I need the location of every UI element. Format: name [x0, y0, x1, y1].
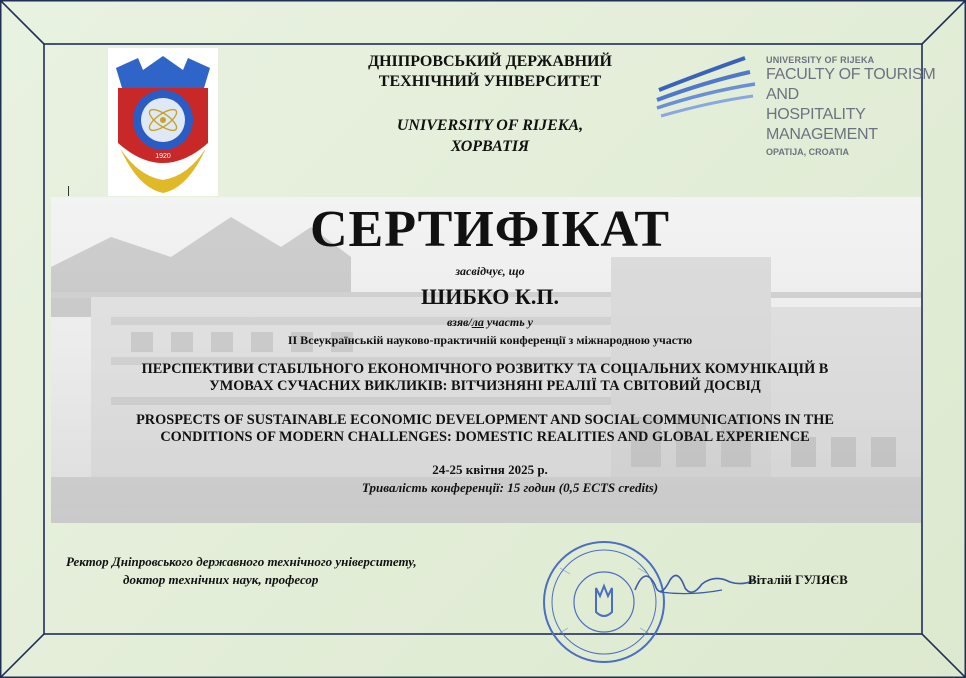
conference-duration: Тривалість конференції: 15 годин (0,5 ECTS credits) [361, 480, 659, 495]
partner-line2: ХОРВАТІЯ [450, 138, 530, 155]
dstu-emblem [108, 48, 218, 196]
certifies-text: засвідчує, що [455, 264, 525, 278]
partner-university [300, 115, 680, 157]
participation-pre: взяв/ [446, 315, 472, 329]
participation-underlined: ла [471, 315, 484, 329]
certificate-title: СЕРТИФІКАТ [309, 201, 671, 258]
rijeka-line1: UNIVERSITY OF RIJEKA [766, 55, 875, 65]
rector-title-line1: Ректор Дніпровського державного технічного університету, [66, 554, 417, 569]
participation-post: участь у [483, 315, 534, 329]
recipient-name: ШИБКО К.П. [421, 284, 559, 309]
rijeka-line4: OPATIJA, CROATIA [766, 147, 849, 157]
conference-description: II Всеукраїнській науково-практичній конференції з міжнародною участю [287, 333, 693, 347]
university-name-line1: ДНІПРОВСЬКИЙ ДЕРЖАВНИЙ [368, 53, 612, 70]
rijeka-line2: FACULTY OF TOURISM AND [766, 66, 936, 103]
participation-text [360, 315, 620, 330]
conference-dates: 24-25 квітня 2025 р. [432, 462, 548, 477]
rector-name: Віталій ГУЛЯЄВ [748, 572, 848, 587]
conference-title-ua-line2: УМОВАХ СУЧАСНИХ ВИКЛИКІВ: ВІТЧИЗНЯНІ РЕАЛІЇ ТА СВІТОВИЙ ДОСВІД [209, 378, 761, 394]
rector-signature [630, 560, 760, 610]
rijeka-line3: HOSPITALITY MANAGEMENT [766, 106, 878, 143]
emblem-year: 1920 [155, 153, 171, 160]
conference-title-en-line1: PROSPECTS OF SUSTAINABLE ECONOMIC DEVELOPMENT AND SOCIAL COMMUNICATIONS IN THE [136, 412, 834, 428]
partner-line1: UNIVERSITY OF RIJEKA, [396, 117, 584, 134]
rijeka-logo-text [766, 55, 966, 157]
conference-title-en-line2: CONDITIONS OF MODERN CHALLENGES: DOMESTIC REALITIES AND GLOBAL EXPERIENCE [160, 429, 810, 445]
university-name [300, 52, 680, 92]
conference-title-ua-line1: ПЕРСПЕКТИВИ СТАБІЛЬНОГО ЕКОНОМІЧНОГО РОЗВИТКУ ТА СОЦІАЛЬНИХ КОМУНІКАЦІЙ В [141, 361, 829, 377]
conference-title-en [70, 412, 900, 446]
divider-tick [68, 186, 69, 196]
rector-title-line2: доктор технічних наук, професор [123, 572, 319, 587]
conference-title-ua [70, 361, 900, 395]
university-name-line2: ТЕХНІЧНИЙ УНІВЕРСИТЕТ [378, 73, 602, 90]
